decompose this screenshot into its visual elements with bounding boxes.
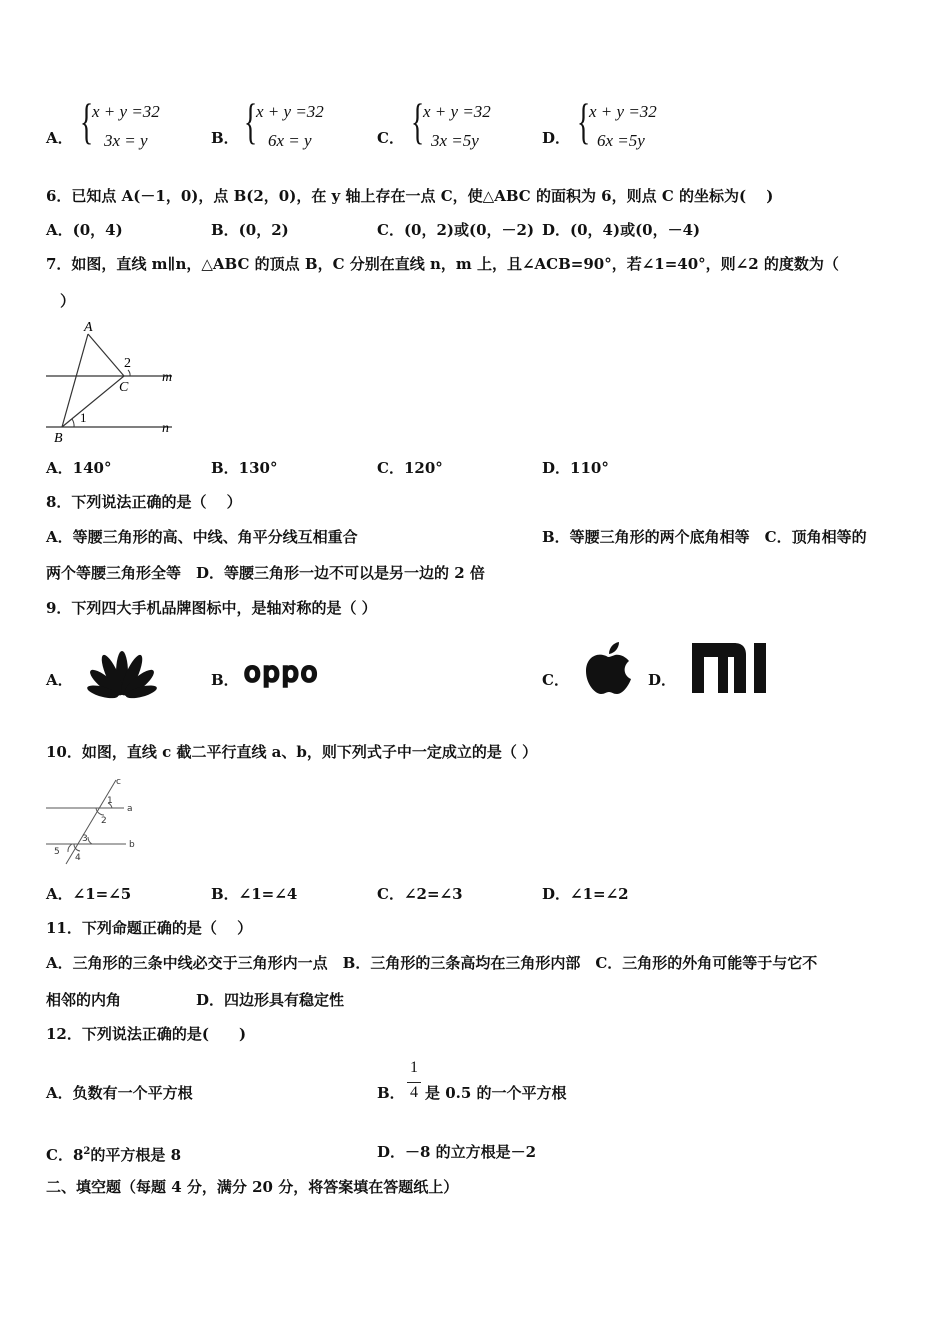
q10-option-d: D．∠1=∠2 xyxy=(542,885,629,903)
q9-label-d: D． xyxy=(648,671,677,689)
q10-stem: 10．如图，直线 c 截二平行直线 a、b，则下列式子中一定成立的是（ ） xyxy=(46,743,538,761)
q7-stem: 7．如图，直线 m∥n，△ABC 的顶点 B，C 分别在直线 n，m 上，且∠ACB=90°，若∠1=40°，则∠2 的度数为（ xyxy=(46,255,839,273)
q12-option-c-prefix: C．8 xyxy=(46,1146,84,1164)
q7-label-c: C xyxy=(119,380,129,395)
apple-leaf xyxy=(609,642,619,654)
q12-fraction-bar xyxy=(407,1082,421,1083)
q8-option-bc: B．等腰三角形的两个底角相等 C．顶角相等的 xyxy=(542,528,867,546)
q12-option-b-text: 是 0.5 的一个平方根 xyxy=(425,1084,567,1102)
apple-logo-icon xyxy=(582,641,634,695)
q5-option-b-brace: { xyxy=(244,93,258,149)
q6-option-d: D．(0，4)或(0，－4) xyxy=(542,221,701,239)
q10-label-4: 4 xyxy=(75,853,81,863)
q10-line-c xyxy=(66,780,116,864)
q7-side-bc xyxy=(62,376,124,427)
huawei-logo-icon xyxy=(84,643,160,699)
q7-label-b: B xyxy=(54,431,63,446)
q11-stem: 11．下列命题正确的是（ ） xyxy=(46,919,253,937)
q10-arc-5 xyxy=(68,844,72,852)
q7-angle1-arc xyxy=(72,419,74,427)
q10-label-b: b xyxy=(129,840,135,850)
mi-logo-text: mi xyxy=(734,441,736,442)
q10-label-5: 5 xyxy=(54,847,60,857)
q12-option-b-numerator: 1 xyxy=(410,1059,418,1076)
q5-option-c-eq1: x + y =32 xyxy=(423,102,491,121)
q12-stem: 12．下列说法正确的是( ) xyxy=(46,1025,247,1043)
q10-figure xyxy=(44,774,140,866)
q7-label-angle1: 1 xyxy=(80,410,87,425)
section2-title: 二、填空题（每题 4 分，满分 20 分，将答案填在答题纸上） xyxy=(46,1178,459,1196)
q7-label-a: A xyxy=(84,320,93,335)
q10-label-a: a xyxy=(127,804,133,814)
q7-label-angle2: 2 xyxy=(124,356,131,371)
q9-stem: 9．下列四大手机品牌图标中，是轴对称的是（ ） xyxy=(46,599,377,617)
q10-arc-3 xyxy=(88,837,92,844)
q7-option-d: D．110° xyxy=(542,459,609,477)
q5-option-a-eq2: 3x = y xyxy=(104,131,148,150)
mi-letter-m xyxy=(692,643,746,693)
q5-option-b-eq2: 6x = y xyxy=(268,131,312,150)
q8-stem: 8．下列说法正确的是（ ） xyxy=(46,493,242,511)
q6-option-c: C．(0，2)或(0，－2) xyxy=(377,221,535,239)
q12-option-b-letter: B． xyxy=(377,1084,405,1102)
oppo-logo-text: oppo xyxy=(244,657,320,688)
q7-option-c: C．120° xyxy=(377,459,443,477)
q9-label-a: A． xyxy=(46,671,73,689)
q7-side-ac xyxy=(88,334,124,376)
apple-body xyxy=(586,655,631,694)
q12-option-c-text: 的平方根是 8 xyxy=(90,1146,182,1164)
q5-option-d-eq1: x + y =32 xyxy=(589,102,657,121)
q12-option-b-denominator: 4 xyxy=(410,1084,418,1101)
q12-option-c xyxy=(46,1142,181,1165)
q10-option-c: C．∠2=∠3 xyxy=(377,885,463,903)
q7-option-a: A．140° xyxy=(46,459,112,477)
q10-label-3: 3 xyxy=(82,834,88,844)
q5-option-a-brace: { xyxy=(80,93,94,149)
q5-option-c-letter: C． xyxy=(377,129,404,147)
q8-line2: 两个等腰三角形全等 D．等腰三角形一边不可以是另一边的 2 倍 xyxy=(46,564,485,582)
q5-option-d-brace: { xyxy=(577,93,591,149)
q5-option-a-letter: A． xyxy=(46,129,73,147)
q5-option-b-letter: B． xyxy=(211,129,239,147)
q9-label-b: B． xyxy=(211,671,239,689)
q10-option-b: B．∠1=∠4 xyxy=(211,885,298,903)
q12-option-a: A．负数有一个平方根 xyxy=(46,1084,193,1102)
q7-figure xyxy=(44,318,179,446)
q6-option-a: A．(0，4) xyxy=(46,221,123,239)
q7-label-m: m xyxy=(162,370,173,385)
q10-option-a: A．∠1=∠5 xyxy=(46,885,132,903)
q10-label-1: 1 xyxy=(107,796,113,806)
q11-line1: A．三角形的三条中线必交于三角形内一点 B．三角形的三条高均在三角形内部 C．三角形的外角可能等于与它不 xyxy=(46,954,818,972)
q7-option-b: B．130° xyxy=(211,459,278,477)
q6-option-b: B．(0，2) xyxy=(211,221,289,239)
q11-line2: 相邻的内角 D．四边形具有稳定性 xyxy=(46,991,345,1009)
q12-option-c-exponent: 2 xyxy=(83,1146,91,1157)
mi-logo-icon xyxy=(690,441,778,695)
q10-label-2: 2 xyxy=(101,816,107,826)
q5-option-b-eq1: x + y =32 xyxy=(256,102,324,121)
q10-arc-2 xyxy=(96,808,104,815)
q5-option-a-eq1: x + y =32 xyxy=(92,102,160,121)
q8-option-a: A．等腰三角形的高、中线、角平分线互相重合 xyxy=(46,528,358,546)
q5-option-d-eq2: 6x =5y xyxy=(597,131,645,150)
q12-option-d: D．－8 的立方根是－2 xyxy=(377,1143,537,1161)
q7-stem-end: ） xyxy=(60,292,76,310)
q10-label-c: c xyxy=(116,777,121,787)
q5-option-c-brace: { xyxy=(411,93,425,149)
q7-label-n: n xyxy=(162,421,169,436)
mi-letter-i xyxy=(754,643,766,693)
oppo-logo-icon xyxy=(244,657,364,688)
q9-label-c: C． xyxy=(542,671,569,689)
q5-option-c-eq2: 3x =5y xyxy=(431,131,479,150)
q5-option-d-letter: D． xyxy=(542,129,571,147)
q6-stem: 6．已知点 A(－1，0)，点 B(2，0)，在 y 轴上存在一点 C，使△ABC 的面积为 6，则点 C 的坐标为( ) xyxy=(46,187,774,205)
